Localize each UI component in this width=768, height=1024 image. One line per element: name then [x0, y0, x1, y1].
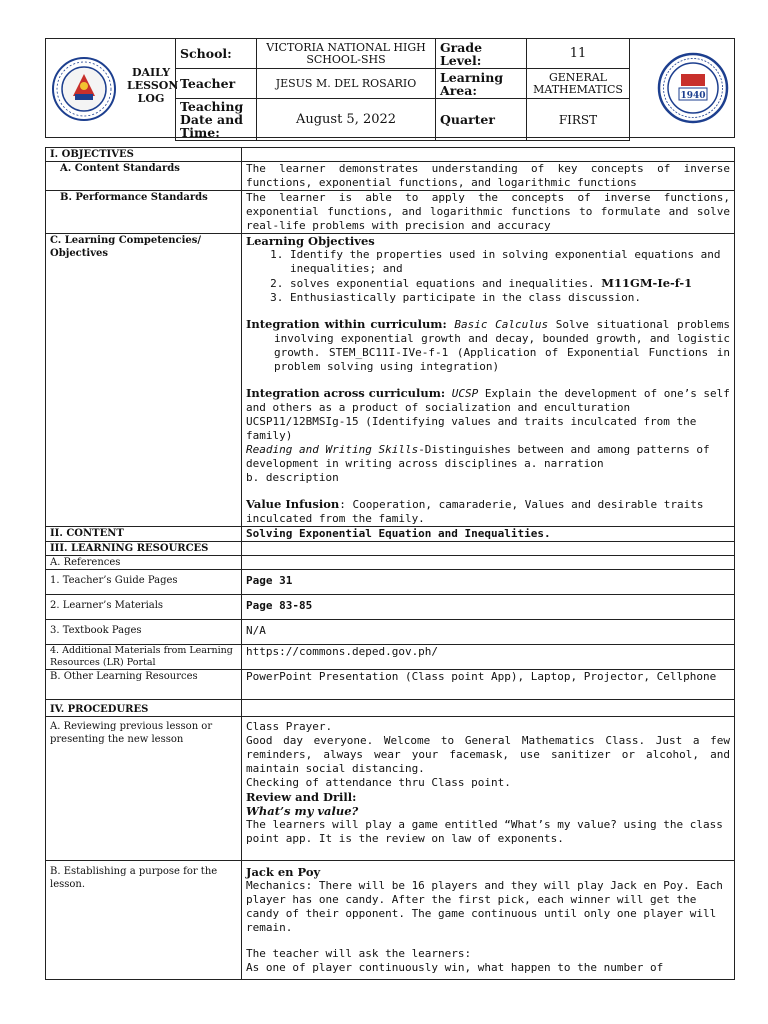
deped-seal-icon	[51, 56, 117, 122]
teaching-date-label: Teaching Date and Time:	[176, 99, 257, 141]
competency-code: M11GM-Ie-f-1	[601, 276, 693, 290]
integration-within-label: Integration within curriculum:	[246, 317, 447, 331]
competencies-label: C. Learning Competencies/ Objectives	[46, 234, 242, 527]
objective-item: 1. Identify the properties used in solving exponential equations and inequalities; and	[290, 248, 730, 276]
content-standards-text: The learner demonstrates understanding of key concepts of inverse functions, exponential functions, and logarithmic functions	[242, 162, 735, 191]
learning-area-label: Learning Area:	[436, 69, 527, 99]
value-infusion	[246, 497, 730, 526]
lesson-plan-table	[45, 147, 735, 980]
teacher-question-text: As one of player continuously win, what happen to the number of	[246, 961, 664, 974]
objective-item	[290, 276, 730, 291]
procedure-b-content	[242, 861, 735, 980]
class-prayer: Class Prayer.	[246, 720, 333, 733]
grade-value: 11	[527, 39, 630, 69]
integration-across	[246, 386, 730, 443]
learners-materials-label: 2. Learner’s Materials	[46, 595, 242, 620]
rws-description: b. description	[246, 471, 339, 484]
daily-lesson-log-title: DAILY LESSON LOG	[127, 66, 179, 105]
review-drill-heading: Review and Drill:	[246, 790, 357, 804]
integration-within	[246, 317, 730, 374]
rws-text: -Distinguishes between and among patterns of development in writing across disciplines a. narration	[246, 443, 710, 470]
textbook-label: 3. Textbook Pages	[46, 620, 242, 645]
objective-item: 3. Enthusiastically participate in the class discussion.	[290, 291, 730, 305]
value-infusion-text: : Cooperation, camaraderie, Values and desirable traits inculcated from the family.	[246, 498, 704, 525]
content-heading: II. CONTENT	[46, 527, 242, 542]
lesson-log-header	[45, 38, 735, 138]
content-standards-label: A. Content Standards	[46, 162, 242, 191]
integration-within-subject: Basic Calculus	[454, 318, 549, 331]
procedure-a-content	[242, 717, 735, 861]
procedure-a-label: A. Reviewing previous lesson or presenting the new lesson	[46, 717, 242, 861]
school-value: VICTORIA NATIONAL HIGH SCHOOL-SHS	[257, 39, 436, 69]
jack-en-poy-title: Jack en Poy	[246, 865, 321, 879]
teachers-guide-label: 1. Teacher’s Guide Pages	[46, 570, 242, 595]
learners-materials-value: Page 83-85	[242, 595, 735, 620]
seal-year: 1940	[680, 91, 706, 101]
value-infusion-label: Value Infusion	[246, 497, 340, 511]
competencies-content	[242, 234, 735, 527]
teaching-date-value: August 5, 2022	[257, 99, 436, 141]
quarter-value: FIRST	[527, 99, 630, 141]
rws-subject: Reading and Writing Skills	[246, 443, 419, 456]
game-title: What’s my value?	[246, 804, 359, 818]
procedures-heading: IV. PROCEDURES	[46, 700, 242, 717]
performance-standards-label: B. Performance Standards	[46, 191, 242, 234]
reading-writing-skills	[246, 443, 730, 471]
content-value: Solving Exponential Equation and Inequalities.	[242, 527, 735, 542]
integration-across-text: Explain the development of one’s self and others as a product of socialization and enculturation UCSP11/12BMSIg-15 (Identifying values and traits inculcated from the family)	[246, 387, 730, 442]
lr-portal-link: https://commons.deped.gov.ph/	[242, 645, 735, 670]
performance-standards-text: The learner is able to apply the concepts of inverse functions, exponential functions, and logarithmic functions to formulate and solve real-life problems with precision and accuracy	[242, 191, 735, 234]
mechanics-text: Mechanics: There will be 16 players and they will play Jack en Poy. Each player has one candy. After the first pick, each winner will get the candy of their opponent. The game continuous until only one player will remain.	[246, 879, 723, 934]
header-info-table	[175, 38, 630, 141]
procedure-b-label: B. Establishing a purpose for the lesson.	[46, 861, 242, 980]
other-resources-label: B. Other Learning Resources	[46, 670, 242, 700]
integration-across-subject: UCSP	[451, 387, 479, 400]
objectives-heading: I. OBJECTIVES	[46, 148, 242, 162]
learning-objectives-list	[246, 248, 730, 305]
teacher-label: Teacher	[176, 69, 257, 99]
resources-heading: III. LEARNING RESOURCES	[46, 542, 242, 556]
lr-portal-label: 4. Additional Materials from Learning Resources (LR) Portal	[46, 645, 242, 670]
welcome-text: Good day everyone. Welcome to General Mathematics Class. Just a few reminders, always wear your facemask, use sanitizer or alcohol, and maintain social distancing.	[246, 734, 730, 775]
learning-area-value: GENERAL MATHEMATICS	[527, 69, 630, 99]
teacher-ask-text: The teacher will ask the learners:	[246, 947, 472, 960]
learning-objectives-heading: Learning Objectives	[246, 234, 375, 248]
integration-within-text: Solve situational problems involving exponential growth and decay, bounded growth, and logistic growth. STEM_BC11I-IVe-f-1 (Application of Exponential Functions in problem solving using integration)	[274, 318, 731, 373]
integration-across-label: Integration across curriculum:	[246, 386, 446, 400]
references-label: A. References	[46, 556, 242, 570]
quarter-label: Quarter	[436, 99, 527, 141]
objective-text: solves exponential equations and inequalities.	[290, 277, 595, 290]
attendance-text: Checking of attendance thru Class point.	[246, 776, 511, 789]
school-label: School:	[176, 39, 257, 69]
game-description: The learners will play a game entitled “What’s my value? using the class point app. It is the review on law of exponents.	[246, 818, 723, 845]
school-seal-icon	[657, 52, 729, 124]
teacher-value: JESUS M. DEL ROSARIO	[257, 69, 436, 99]
grade-label: Grade Level:	[436, 39, 527, 69]
teachers-guide-value: Page 31	[242, 570, 735, 595]
textbook-value: N/A	[242, 620, 735, 645]
other-resources-value: PowerPoint Presentation (Class point App), Laptop, Projector, Cellphone	[242, 670, 735, 700]
